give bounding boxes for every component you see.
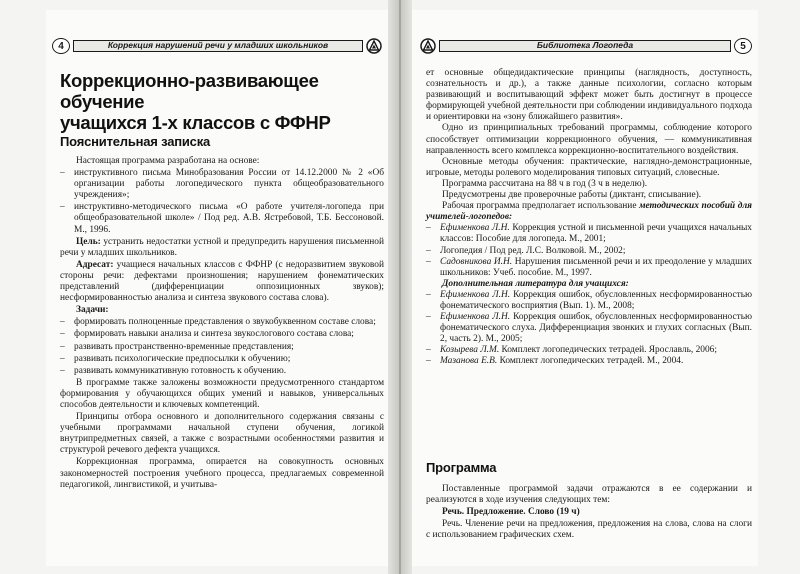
body-text: [426, 68, 752, 368]
topic-heading: Речь. Предложение. Слово (19 ч): [442, 507, 580, 518]
body-text: [426, 484, 752, 542]
subheading: Дополнительная литература для учащихся:: [442, 278, 629, 289]
paragraph: ет основные общедидактические принципы (наглядность, доступность, сознательность и др.), а также данные психологии, согласно которым развивающий и воспитывающий эффект может быть достигнут в процессе формирующей учебной деятельности при соблюдении индивидуального подхода и ориентировки на «зону ближайшего развития».: [426, 68, 752, 123]
paragraph: Адресат: учащиеся начальных классов с ФФНР (с недоразвитием звуковой стороны речи: дефектами произношения; нарушением фонематических представлений (дифференциации оппозиционных звуков); несформированностью анализа и синтеза звукового состава слова).: [60, 259, 384, 304]
list-item: – развивать коммуникативную готовность к обучению.: [60, 366, 384, 377]
reference-item: – Козырева Л.М. Комплект логопедических тетрадей. Ярославль, 2006;: [426, 345, 717, 356]
list-item: – формировать навыки анализа и синтеза звукослогового состава слова;: [60, 329, 384, 340]
page-title: Коррекционно-развивающее обучение учащихся 1-х классов с ФФНР: [60, 70, 331, 133]
page-number: 5: [734, 38, 752, 54]
list-item: – развивать психологические предпосылки к обучению;: [60, 354, 384, 365]
running-header: [420, 38, 752, 54]
paragraph: Основные методы обучения: практические, наглядно-демонстрационные, игровые, методы ролевого моделирования типовых ситуаций, словесные.: [426, 156, 752, 178]
paragraph: В программе также заложены возможности предусмотренного стандартом формирования у обучающихся общих умений и навыков, универсальных способов деятельности и ключевых компетенций.: [60, 377, 384, 410]
reference-item: – Логопедия / Под ред. Л.С. Волковой. М., 2002;: [426, 245, 626, 256]
paragraph: Настоящая программа разработана на основе:: [76, 156, 260, 166]
reference-item: – Садовникова И.Н. Нарушения письменной речи и их преодоление у младших школьников: Учеб. пособие. М., 1997.: [426, 256, 753, 278]
running-header: [52, 38, 382, 54]
section-title: Программа: [426, 460, 497, 475]
body-text: [60, 156, 384, 492]
book-gutter: [388, 0, 412, 574]
section-title: Пояснительная записка: [60, 134, 211, 149]
reference-item: – Ефименкова Л.Н. Коррекция ошибок, обусловленных несформированностью фонематического восприятия (Вып. 1). М., 2008;: [426, 289, 752, 311]
paragraph: Задачи:: [76, 305, 109, 316]
paragraph: Одно из принципиальных требований программы, соблюдение которого способствует оптимизации коррекционного обучения, — коммуникативная направленность всего комплекса коррекционно-воспитательного воздействия.: [426, 123, 752, 156]
paragraph: Программа рассчитана на 88 ч в год (3 ч в неделю).: [442, 178, 648, 189]
right-page: [412, 10, 758, 566]
reference-item: – Ефименкова Л.Н. Коррекция ошибок, обусловленных несформированностью фонематического слуха. Дифференциация звонких и глухих согласных (Вып. 2, часть 2). М., 2005;: [426, 312, 752, 345]
paragraph: Поставленные программой задачи отражаются в ее содержании и реализуются в ходе изучения следующих тем:: [426, 484, 752, 506]
running-header-title: Коррекция нарушений речи у младших школьников: [73, 40, 363, 52]
paragraph: Коррекционная программа, опирается на совокупность основных закономерностей построения учебного процесса, предлагаемых современной педагогикой, лингвистикой, и учитыва-: [60, 457, 384, 490]
paragraph: Рабочая программа предполагает использование методических пособий для учителей-логопедов:: [426, 201, 753, 223]
list-item: – развивать пространственно-временные представления;: [60, 342, 384, 353]
paragraph: Принципы отбора основного и дополнительного содержания связаны с учебными программами начальной ступени обучения, логикой внутрипредметных связей, а также с возрастными особенностями развития и структурой речевого дефекта учащихся.: [60, 412, 384, 456]
list-item: – формировать полноценные представления о звукобуквенном составе слова;: [60, 317, 384, 328]
list-item: – инструктивно-методического письма «О работе учителя-логопеда при общеобразовательной школе» / Под ред. А.В. Ястребовой, Т.Б. Бессоновой. М., 1996.: [60, 202, 384, 235]
paragraph: Речь. Членение речи на предложения, предложения на слова, слова на слоги с использованием графических схем.: [426, 519, 752, 541]
paragraph: Предусмотрены две проверочные работы (диктант, списывание).: [442, 190, 702, 201]
paragraph: Цель: устранить недостатки устной и предупредить нарушения письменной речи у младших школьников.: [60, 236, 384, 258]
list-item: – инструктивного письма Минобразования России от 14.12.2000 № 2 «Об организации работы логопедического пункта общеобразовательного учреждения»;: [60, 168, 384, 201]
reference-item: – Ефименкова Л.Н. Коррекция устной и письменной речи учащихся начальных классов: Пособие для логопеда. М., 2001;: [426, 223, 752, 245]
left-page: [46, 10, 388, 566]
page-number: 4: [52, 38, 70, 54]
reference-item: – Мазанова Е.В. Комплект логопедических тетрадей. М., 2004.: [426, 356, 684, 367]
running-header-title: Библиотека Логопеда: [439, 40, 731, 52]
triangle-logo-icon: [420, 38, 436, 54]
triangle-logo-icon: [366, 38, 382, 54]
